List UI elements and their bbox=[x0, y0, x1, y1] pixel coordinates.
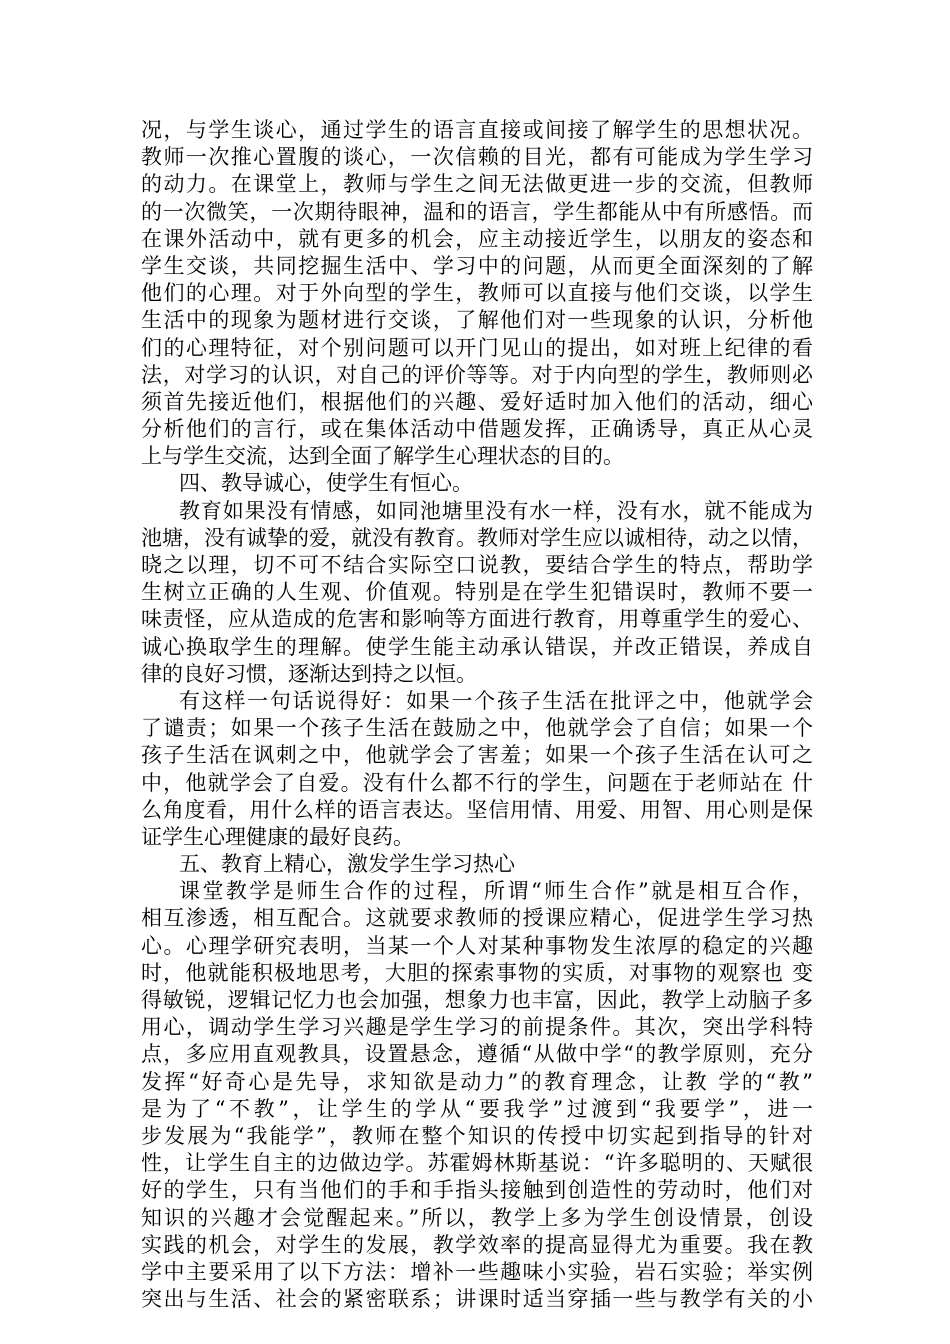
text-line: 发挥“好奇心是先导，求知欲是动力”的教育理念，让教 学的“教” bbox=[141, 1069, 813, 1094]
text-line: 分析他们的言行，或在集体活动中借题发挥，正确诱导，真正从心灵 bbox=[141, 417, 813, 442]
text-line: 好的学生，只有当他们的手和手指头接触到创造性的劳动时，他们对 bbox=[141, 1178, 813, 1203]
text-line: 味责怪，应从造成的危害和影响等方面进行教育，用尊重学生的爱心、 bbox=[141, 607, 813, 632]
text-line: 了谴责；如果一个孩子生活在鼓励之中，他就学会了自信；如果一个 bbox=[141, 716, 813, 741]
text-line: 时，他就能积极地思考，大胆的探索事物的实质，对事物的观察也 变 bbox=[141, 960, 813, 985]
text-line: 况，与学生谈心，通过学生的语言直接或间接了解学生的思想状况。 bbox=[141, 118, 813, 142]
text-line: 知识的兴趣才会觉醒起来。”所以，教学上多为学生创设情景，创设 bbox=[141, 1205, 813, 1230]
text-line: 晓之以理，切不可不结合实际空口说教，要结合学生的特点，帮助学 bbox=[141, 553, 813, 577]
text-line: 教师一次推心置腹的谈心，一次信赖的目光，都有可能成为学生学习 bbox=[141, 145, 813, 170]
text-line: 们的心理特征，对个别问题可以开门见山的提出，如对班上纪律的看 bbox=[141, 335, 813, 360]
text-line: 有这样一句话说得好：如果一个孩子生活在批评之中，他就学会 bbox=[179, 688, 813, 713]
text-line: 上与学生交流，达到全面了解学生心理状态的目的。 bbox=[141, 444, 624, 469]
text-line: 教育如果没有情感，如同池塘里没有水一样，没有水，就不能成为 bbox=[179, 498, 813, 523]
text-line: 中，他就学会了自爱。没有什么都不行的学生，问题在于老师站在 什 bbox=[141, 770, 813, 795]
text-line: 相互渗透，相互配合。这就要求教师的授课应精心，促进学生学习热 bbox=[141, 906, 813, 931]
text-line: 在课外活动中，就有更多的机会，应主动接近学生，以朋友的姿态和 bbox=[141, 226, 813, 251]
text-line: 生树立正确的人生观、价值观。特别是在学生犯错误时，教师不要一 bbox=[141, 580, 813, 605]
text-line: 么角度看，用什么样的语言表达。坚信用情、用爱、用智、用心则是保 bbox=[141, 797, 813, 822]
text-line: 诚心换取学生的理解。使学生能主动承认错误，并改正错误，养成自 bbox=[141, 634, 813, 659]
text-line: 点，多应用直观教具，设置悬念，遵循“从做中学“的教学原则，充分 bbox=[141, 1042, 813, 1067]
text-line: 生活中的现象为题材进行交谈，了解他们对一些现象的认识，分析他 bbox=[141, 308, 813, 333]
text-line: 学生交谈，共同挖掘生活中、学习中的问题，从而更全面深刻的了解 bbox=[141, 253, 813, 278]
text-line: 得敏锐，逻辑记忆力也会加强，想象力也丰富，因此，教学上动脑子多 bbox=[141, 988, 813, 1012]
text-line: 四、教导诚心，使学生有恒心。 bbox=[179, 471, 473, 496]
text-line: 突出与生活、社会的紧密联系；讲课时适当穿插一些与教学有关的小 bbox=[141, 1287, 813, 1312]
text-line: 法，对学习的认识，对自己的评价等等。对于内向型的学生，教师则必 bbox=[141, 362, 813, 387]
text-line: 实践的机会，对学生的发展，教学效率的提高显得尤为重要。我在教 bbox=[141, 1232, 813, 1257]
text-line: 律的良好习惯，逐渐达到持之以恒。 bbox=[141, 661, 477, 686]
text-line: 是为了“不教”，让学生的学从“要我学”过渡到“我要学”，进一 bbox=[141, 1096, 813, 1121]
text-line: 五、教育上精心，激发学生学习热心 bbox=[179, 852, 515, 877]
text-line: 的一次微笑，一次期待眼神，温和的语言，学生都能从中有所感悟。而 bbox=[141, 199, 813, 224]
text-line: 用心，调动学生学习兴趣是学生学习的前提条件。其次，突出学科特 bbox=[141, 1015, 813, 1040]
text-line: 性，让学生自主的边做边学。苏霍姆林斯基说：“许多聪明的、天赋很 bbox=[141, 1151, 813, 1176]
text-line: 他们的心理。对于外向型的学生，教师可以直接与他们交谈，以学生 bbox=[141, 281, 813, 306]
text-line: 池塘，没有诚挚的爱，就没有教育。教师对学生应以诚相待，动之以情， bbox=[141, 525, 813, 550]
text-line: 证学生心理健康的最好良药。 bbox=[141, 824, 414, 849]
text-line: 孩子生活在讽刺之中，他就学会了害羞；如果一个孩子生活在认可之 bbox=[141, 743, 813, 768]
text-line: 须首先接近他们，根据他们的兴趣、爱好适时加入他们的活动，细心 bbox=[141, 389, 813, 414]
document-body-text bbox=[141, 117, 813, 1313]
text-line: 步发展为“我能学”，教师在整个知识的传授中切实起到指导的针对 bbox=[141, 1123, 813, 1148]
text-line: 学中主要采用了以下方法：增补一些趣味小实验，岩石实验；举实例 bbox=[141, 1259, 813, 1284]
text-line: 课堂教学是师生合作的过程，所谓“师生合作”就是相互合作， bbox=[179, 879, 813, 904]
text-line: 心。心理学研究表明，当某一个人对某种事物发生浓厚的稳定的兴趣 bbox=[141, 933, 813, 958]
text-line: 的动力。在课堂上，教师与学生之间无法做更进一步的交流，但教师 bbox=[141, 172, 813, 197]
